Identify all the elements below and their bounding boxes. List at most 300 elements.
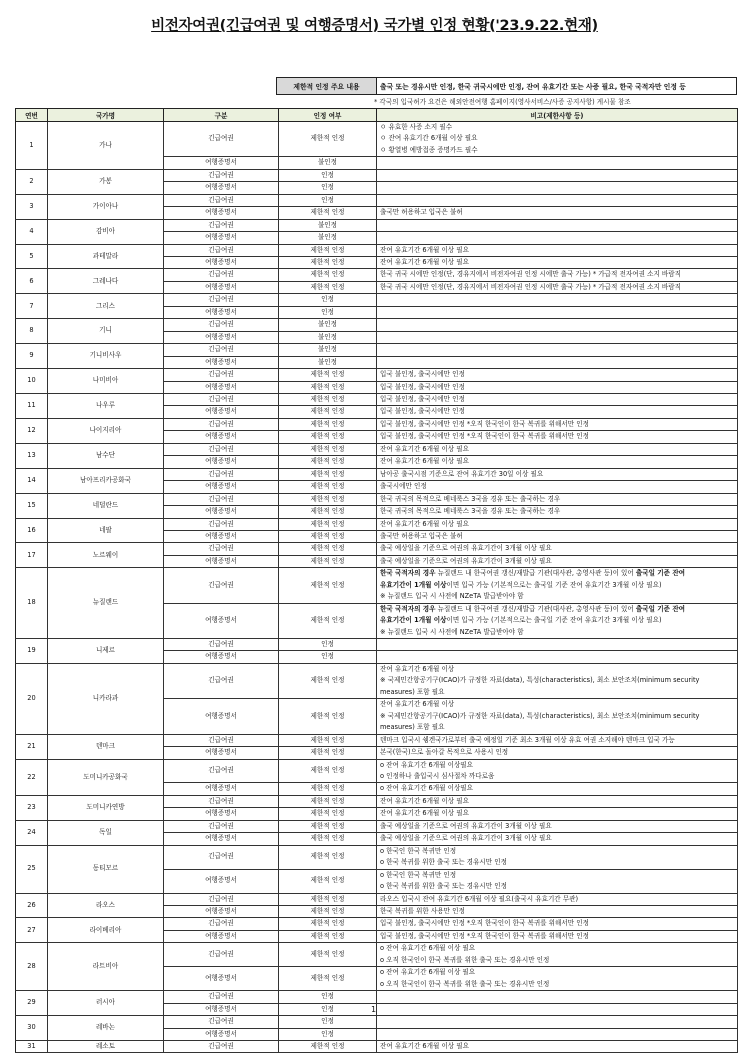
country-name: 나미비아 [48, 369, 164, 394]
country-name: 남아프리카공화국 [48, 468, 164, 493]
document-type: 긴급여권 [164, 1040, 279, 1052]
header-status: 인정 여부 [279, 109, 377, 122]
recognition-status: 인정 [279, 651, 377, 663]
row-number: 14 [16, 468, 48, 493]
remark-text: 이면 입국 가능 (기본적으로는 출국일 기준 잔여 유효기간 3개월 이상 필요) [446, 616, 662, 625]
remarks-cell [377, 319, 738, 331]
recognition-status: 제한적 인정 [279, 518, 377, 530]
recognition-status: 제한적 인정 [279, 443, 377, 455]
table-row [16, 734, 738, 746]
remark-line: 남아공 출국시점 기준으로 잔여 유효기간 30일 이상 필요 [380, 469, 544, 478]
remark-text: 뉴질랜드 내 한국여권 갱신/재발급 기관(대사관, 총영사관 등)이 있어 [435, 569, 636, 578]
recognition-status: 제한적 인정 [279, 820, 377, 832]
remark-line: 입국 불인정, 출국시에만 인정 [380, 382, 465, 391]
remark-line: ㅇ 황열병 예방접종 증명카드 필수 [380, 145, 478, 154]
remark-line: 입국 불인정, 출국시에만 인정 *오직 한국인이 한국 복귀를 위해서만 인정 [380, 419, 589, 428]
remark-line: 한국 복귀를 위한 사용만 인정 [380, 907, 465, 915]
row-number: 16 [16, 518, 48, 543]
table-row [16, 344, 738, 356]
remark-line: 입국 불인정, 출국시에만 인정 [380, 407, 465, 416]
country-name: 레소토 [48, 1040, 164, 1052]
recognition-status: 제한적 인정 [279, 456, 377, 468]
remark-text: 이면 입국 가능 (기본적으로는 출국일 기준 잔여 유효기간 3개월 이상 필요) [446, 580, 662, 589]
row-number: 20 [16, 663, 48, 734]
remark-line: 잔여 유효기간 6개월 이상 [380, 664, 455, 673]
remarks-cell [377, 418, 738, 430]
header-remarks: 비고(제한사항 등) [377, 109, 738, 122]
document-type: 긴급여권 [164, 543, 279, 555]
remarks-cell [377, 1040, 738, 1052]
remark-line: o 한국인 한국 복귀만 인정 [380, 870, 457, 879]
country-name: 그레나다 [48, 269, 164, 294]
remarks-cell [377, 639, 738, 651]
country-name: 니제르 [48, 639, 164, 664]
country-name: 가봉 [48, 169, 164, 194]
document-type: 긴급여권 [164, 194, 279, 206]
remark-bold-text: 출국일 기준 잔여 [635, 604, 686, 613]
remark-line: ※ 국제민간항공기구(ICAO)가 규정한 자료(data), 특성(characteristics), 최소 보안조치(minimum security [380, 711, 700, 720]
table-row [16, 820, 738, 832]
recognition-status: 제한적 인정 [279, 808, 377, 820]
country-name: 독일 [48, 820, 164, 845]
row-number: 31 [16, 1040, 48, 1052]
recognition-status: 제한적 인정 [279, 269, 377, 281]
table-row [16, 269, 738, 281]
row-number: 23 [16, 795, 48, 820]
remarks-cell [377, 906, 738, 918]
remarks-cell [377, 893, 738, 905]
recognition-status: 제한적 인정 [279, 369, 377, 381]
recognition-status: 인정 [279, 991, 377, 1003]
document-type: 긴급여권 [164, 369, 279, 381]
remark-line: o 오직 한국인이 한국 복귀를 위한 출국 또는 경유시만 인정 [380, 955, 550, 964]
remarks-cell [377, 169, 738, 181]
remarks-cell [377, 543, 738, 555]
reference-note: * 각국의 입국허가 요건은 해외안전여행 홈페이지(영사서비스/사증 공지사항) 게시물 참조 [374, 98, 631, 106]
remark-line: measures) 포함 필요 [380, 687, 445, 696]
table-row [16, 443, 738, 455]
remark-line: 출국 예상일을 기준으로 여권의 유효기간이 3개월 이상 필요 [380, 544, 552, 553]
remarks-cell [377, 207, 738, 219]
document-type: 긴급여권 [164, 418, 279, 430]
recognition-status: 불인정 [279, 344, 377, 356]
remark-line: 출국 예상일을 기준으로 여권의 유효기간이 3개월 이상 필요 [380, 834, 552, 843]
remarks-cell [377, 369, 738, 381]
document-type: 긴급여권 [164, 943, 279, 967]
document-type: 여행증명서 [164, 331, 279, 343]
remark-line: ※ 국제민간항공기구(ICAO)가 규정한 자료(data), 특성(characteristics), 최소 보안조치(minimum security [380, 676, 700, 685]
remark-line: 입국 불인정, 출국시에만 인정 [380, 370, 465, 379]
remarks-cell [377, 331, 738, 343]
remark-line: 출국시에만 인정 [380, 482, 427, 491]
page-number: 1 [371, 1005, 377, 1014]
remarks-cell [377, 157, 738, 169]
header-type: 구분 [164, 109, 279, 122]
remark-line: 본국(한국)으로 돌아갈 목적으로 사용시 인정 [380, 748, 509, 757]
summary-label: 제한적 인정 주요 내용 [277, 78, 377, 94]
recognition-status: 제한적 인정 [279, 122, 377, 157]
country-name: 그리스 [48, 294, 164, 319]
document-type: 여행증명서 [164, 182, 279, 194]
document-type: 긴급여권 [164, 795, 279, 807]
recognition-status: 제한적 인정 [279, 893, 377, 905]
remark-line: 잔여 유효기간 6개월 이상 필요 [380, 257, 470, 266]
recognition-status: 불인정 [279, 219, 377, 231]
document-type: 긴급여권 [164, 568, 279, 603]
remarks-cell [377, 820, 738, 832]
remark-line: 한국 귀국 시에만 인정(단, 경유지에서 비전자여권 인정 시에만 출국 가능) * 가급적 전자여권 소지 바람직 [380, 270, 682, 279]
remarks-cell [377, 918, 738, 930]
remark-line: o 한국인 한국 복귀만 인정 [380, 846, 457, 855]
remark-line: measures) 포함 필요 [380, 723, 445, 732]
table-row [16, 194, 738, 206]
row-number: 3 [16, 194, 48, 219]
document-type: 여행증명서 [164, 808, 279, 820]
remarks-cell [377, 194, 738, 206]
country-name: 니카라과 [48, 663, 164, 734]
remarks-cell [377, 431, 738, 443]
document-type: 여행증명서 [164, 869, 279, 893]
table-row [16, 795, 738, 807]
remarks-cell [377, 256, 738, 268]
remark-line: ㅇ 유효한 사증 소지 필수 [380, 123, 453, 131]
table-row [16, 639, 738, 651]
document-type: 여행증명서 [164, 651, 279, 663]
country-name: 나우루 [48, 393, 164, 418]
recognition-status: 제한적 인정 [279, 699, 377, 734]
recognition-status: 제한적 인정 [279, 918, 377, 930]
remarks-cell [377, 930, 738, 942]
remarks-cell [377, 943, 738, 967]
recognition-status: 제한적 인정 [279, 468, 377, 480]
recognition-status: 제한적 인정 [279, 759, 377, 783]
remark-bold-text: 한국 국적자의 경우 [380, 604, 436, 613]
document-type: 여행증명서 [164, 1003, 279, 1015]
country-name: 라오스 [48, 893, 164, 918]
row-number: 29 [16, 991, 48, 1016]
document-type: 여행증명서 [164, 530, 279, 542]
remarks-cell [377, 281, 738, 293]
remark-line: 덴마크 입국시 쉥겐국가로부터 출국 예정일 기준 최소 3개월 이상 유효 여권 소지해야 덴마크 입국 가능 [380, 735, 675, 744]
remark-line: ※ 뉴질랜드 입국 시 사전에 NZeTA 발급받아야 함 [380, 592, 524, 601]
document-type: 긴급여권 [164, 468, 279, 480]
country-name: 동티모르 [48, 845, 164, 893]
table-row [16, 845, 738, 869]
recognition-status: 제한적 인정 [279, 555, 377, 567]
document-type: 긴급여권 [164, 820, 279, 832]
row-number: 18 [16, 568, 48, 639]
recognition-status: 제한적 인정 [279, 406, 377, 418]
table-row [16, 1040, 738, 1052]
country-name: 나이지리아 [48, 418, 164, 443]
recognition-status: 제한적 인정 [279, 256, 377, 268]
recognition-status: 제한적 인정 [279, 481, 377, 493]
recognition-status: 제한적 인정 [279, 943, 377, 967]
row-number: 30 [16, 1016, 48, 1041]
document-type: 긴급여권 [164, 734, 279, 746]
document-type: 긴급여권 [164, 294, 279, 306]
remarks-cell [377, 808, 738, 820]
recognition-status: 제한적 인정 [279, 431, 377, 443]
row-number: 1 [16, 122, 48, 170]
remark-line: 잔여 유효기간 6개월 이상 필요 [380, 809, 470, 818]
country-name: 러시아 [48, 991, 164, 1016]
remarks-cell [377, 651, 738, 663]
remarks-cell [377, 699, 738, 734]
document-type: 긴급여권 [164, 443, 279, 455]
recognition-status: 인정 [279, 306, 377, 318]
remarks-cell [377, 481, 738, 493]
table-row [16, 418, 738, 430]
document-type: 여행증명서 [164, 207, 279, 219]
recognition-status: 제한적 인정 [279, 493, 377, 505]
recognition-status: 제한적 인정 [279, 381, 377, 393]
table-row [16, 468, 738, 480]
document-type: 여행증명서 [164, 381, 279, 393]
row-number: 5 [16, 244, 48, 269]
document-type: 여행증명서 [164, 306, 279, 318]
remark-line: o 한국 복귀를 위한 출국 또는 경유시만 인정 [380, 858, 507, 867]
document-type: 여행증명서 [164, 906, 279, 918]
remark-line: 입국 불인정, 출국시에만 인정 [380, 394, 465, 403]
country-name: 덴마크 [48, 734, 164, 759]
row-number: 6 [16, 269, 48, 294]
country-name: 네덜란드 [48, 493, 164, 518]
remark-text: 뉴질랜드 내 한국여권 갱신/재발급 기관(대사관, 총영사관 등)이 있어 [435, 604, 636, 613]
country-recognition-table [15, 108, 738, 1053]
recognition-status: 제한적 인정 [279, 543, 377, 555]
document-type: 긴급여권 [164, 319, 279, 331]
document-type: 여행증명서 [164, 431, 279, 443]
document-type: 여행증명서 [164, 555, 279, 567]
remark-line: 출국만 허용하고 입국은 불허 [380, 531, 463, 540]
document-type: 여행증명서 [164, 603, 279, 638]
recognition-status: 제한적 인정 [279, 603, 377, 638]
document-type: 여행증명서 [164, 481, 279, 493]
recognition-status: 제한적 인정 [279, 906, 377, 918]
table-row [16, 518, 738, 530]
document-type: 여행증명서 [164, 456, 279, 468]
table-row [16, 759, 738, 783]
country-name: 기니 [48, 319, 164, 344]
recognition-status: 제한적 인정 [279, 833, 377, 845]
document-type: 여행증명서 [164, 833, 279, 845]
recognition-status: 불인정 [279, 157, 377, 169]
country-name: 라트비아 [48, 943, 164, 991]
recognition-status: 제한적 인정 [279, 967, 377, 991]
table-row [16, 169, 738, 181]
recognition-status: 제한적 인정 [279, 1040, 377, 1052]
remark-line [380, 580, 737, 591]
remarks-cell [377, 456, 738, 468]
remark-line: 입국 불인정, 출국시에만 인정 *오직 한국인이 한국 복귀를 위해서만 인정 [380, 931, 589, 940]
document-type: 여행증명서 [164, 232, 279, 244]
remark-line: o 인정하나 출입국시 심사절차 까다로움 [380, 772, 495, 781]
remarks-cell [377, 795, 738, 807]
document-type: 여행증명서 [164, 783, 279, 795]
row-number: 17 [16, 543, 48, 568]
remarks-cell [377, 734, 738, 746]
document-type: 여행증명서 [164, 747, 279, 759]
table-row [16, 294, 738, 306]
remark-line: 출국만 허용하고 입국은 불허 [380, 208, 463, 217]
document-type: 긴급여권 [164, 759, 279, 783]
table-row [16, 393, 738, 405]
remarks-cell [377, 393, 738, 405]
document-type: 긴급여권 [164, 269, 279, 281]
remark-line: 출국 예상일을 기준으로 여권의 유효기간이 3개월 이상 필요 [380, 821, 552, 830]
recognition-status: 제한적 인정 [279, 747, 377, 759]
remark-line: o 잔여 유효기간 6개월 이상 필요 [380, 968, 476, 977]
remarks-cell [377, 381, 738, 393]
remark-line: o 잔여 유효기간 6개월 이상 필요 [380, 944, 476, 953]
document-type: 여행증명서 [164, 406, 279, 418]
remarks-cell [377, 555, 738, 567]
remarks-cell [377, 294, 738, 306]
remarks-cell [377, 869, 738, 893]
remark-line: 라오스 입국시 잔여 유효기간 6개월 이상 필요(출국시 유효기간 무관) [380, 894, 579, 903]
recognition-status: 인정 [279, 639, 377, 651]
remarks-cell [377, 603, 738, 638]
row-number: 11 [16, 393, 48, 418]
remark-line: ㅇ 잔여 유효기간 6개월 이상 필요 [380, 134, 478, 143]
country-name: 라이베리아 [48, 918, 164, 943]
document-type: 긴급여권 [164, 219, 279, 231]
remarks-cell [377, 833, 738, 845]
row-number: 24 [16, 820, 48, 845]
table-row [16, 893, 738, 905]
recognition-status: 제한적 인정 [279, 869, 377, 893]
document-type: 여행증명서 [164, 1028, 279, 1040]
table-row [16, 319, 738, 331]
document-type: 긴급여권 [164, 122, 279, 157]
remark-bold-text: 유효기간이 1개월 이상 [380, 580, 447, 589]
document-type: 여행증명서 [164, 356, 279, 368]
remark-line: ※ 뉴질랜드 입국 시 사전에 NZeTA 발급받아야 함 [380, 627, 524, 636]
row-number: 8 [16, 319, 48, 344]
country-name: 과테말라 [48, 244, 164, 269]
recognition-status: 제한적 인정 [279, 530, 377, 542]
row-number: 25 [16, 845, 48, 893]
document-type: 긴급여권 [164, 1016, 279, 1028]
document-type: 여행증명서 [164, 281, 279, 293]
remark-line: 잔여 유효기간 6개월 이상 필요 [380, 519, 470, 528]
remarks-cell [377, 967, 738, 991]
country-name: 가나 [48, 122, 164, 170]
recognition-status: 불인정 [279, 232, 377, 244]
recognition-status: 인정 [279, 1003, 377, 1015]
recognition-status: 제한적 인정 [279, 244, 377, 256]
row-number: 4 [16, 219, 48, 244]
remark-line: o 잔여 유효기간 6개월 이상필요 [380, 760, 474, 769]
remarks-cell [377, 406, 738, 418]
remarks-cell [377, 991, 738, 1003]
remark-line: 입국 불인정, 출국시에만 인정 *오직 한국인이 한국 복귀를 위해서만 인정 [380, 432, 589, 441]
table-row [16, 543, 738, 555]
remark-line [380, 615, 737, 626]
country-name: 남수단 [48, 443, 164, 468]
document-type: 여행증명서 [164, 157, 279, 169]
recognition-status: 불인정 [279, 331, 377, 343]
document-type: 여행증명서 [164, 930, 279, 942]
remarks-cell [377, 244, 738, 256]
row-number: 13 [16, 443, 48, 468]
document-type: 긴급여권 [164, 991, 279, 1003]
remarks-cell [377, 845, 738, 869]
remark-line [380, 568, 737, 579]
recognition-status: 인정 [279, 294, 377, 306]
recognition-status: 인정 [279, 1028, 377, 1040]
remark-bold-text: 출국일 기준 잔여 [635, 569, 686, 578]
country-name: 도미니카연방 [48, 795, 164, 820]
country-name: 도미니카공화국 [48, 759, 164, 795]
table-row [16, 122, 738, 157]
document-type: 긴급여권 [164, 169, 279, 181]
remark-line: o 오직 한국인이 한국 복귀를 위한 출국 또는 경유시만 인정 [380, 979, 550, 988]
row-number: 27 [16, 918, 48, 943]
remarks-cell [377, 568, 738, 603]
remarks-cell [377, 344, 738, 356]
remarks-cell [377, 1028, 738, 1040]
row-number: 10 [16, 369, 48, 394]
table-row [16, 493, 738, 505]
remarks-cell [377, 306, 738, 318]
recognition-status: 제한적 인정 [279, 418, 377, 430]
row-number: 12 [16, 418, 48, 443]
recognition-status: 인정 [279, 194, 377, 206]
remarks-cell [377, 219, 738, 231]
recognition-status: 인정 [279, 1016, 377, 1028]
document-type: 긴급여권 [164, 393, 279, 405]
recognition-status: 제한적 인정 [279, 734, 377, 746]
remark-line: 잔여 유효기간 6개월 이상 필요 [380, 796, 470, 805]
row-number: 2 [16, 169, 48, 194]
country-name: 뉴질랜드 [48, 568, 164, 639]
table-row [16, 219, 738, 231]
remark-line: o 한국 복귀를 위한 출국 또는 경유시만 인정 [380, 882, 507, 891]
remark-line: 출국 예상일을 기준으로 여권의 유효기간이 3개월 이상 필요 [380, 556, 552, 565]
remarks-cell [377, 468, 738, 480]
country-name: 기니비사우 [48, 344, 164, 369]
recognition-status: 불인정 [279, 356, 377, 368]
remark-line: 잔여 유효기간 6개월 이상 필요 [380, 1041, 470, 1050]
remark-line: 잔여 유효기간 6개월 이상 필요 [380, 245, 470, 254]
recognition-status: 제한적 인정 [279, 930, 377, 942]
row-number: 22 [16, 759, 48, 795]
row-number: 19 [16, 639, 48, 664]
remark-line: 입국 불인정, 출국시에만 인정 *오직 한국인이 한국 복귀를 위해서만 인정 [380, 919, 589, 928]
table-row [16, 663, 738, 698]
document-type: 긴급여권 [164, 244, 279, 256]
remarks-cell [377, 232, 738, 244]
remarks-cell [377, 663, 738, 698]
row-number: 21 [16, 734, 48, 759]
remark-line: 잔여 유효기간 6개월 이상 필요 [380, 457, 470, 466]
remarks-cell [377, 747, 738, 759]
country-name: 감비아 [48, 219, 164, 244]
table-row [16, 1016, 738, 1028]
remarks-cell [377, 122, 738, 157]
recognition-status: 제한적 인정 [279, 663, 377, 698]
document-type: 긴급여권 [164, 918, 279, 930]
table-body [16, 122, 738, 1053]
remarks-cell [377, 493, 738, 505]
summary-value: 출국 또는 경유시만 인정, 한국 귀국시에만 인정, 잔여 유효기간 또는 사증 필요, 한국 국적자만 인정 등 [380, 83, 686, 91]
remarks-cell [377, 518, 738, 530]
recognition-status: 제한적 인정 [279, 795, 377, 807]
recognition-status: 제한적 인정 [279, 845, 377, 869]
recognition-status: 제한적 인정 [279, 783, 377, 795]
